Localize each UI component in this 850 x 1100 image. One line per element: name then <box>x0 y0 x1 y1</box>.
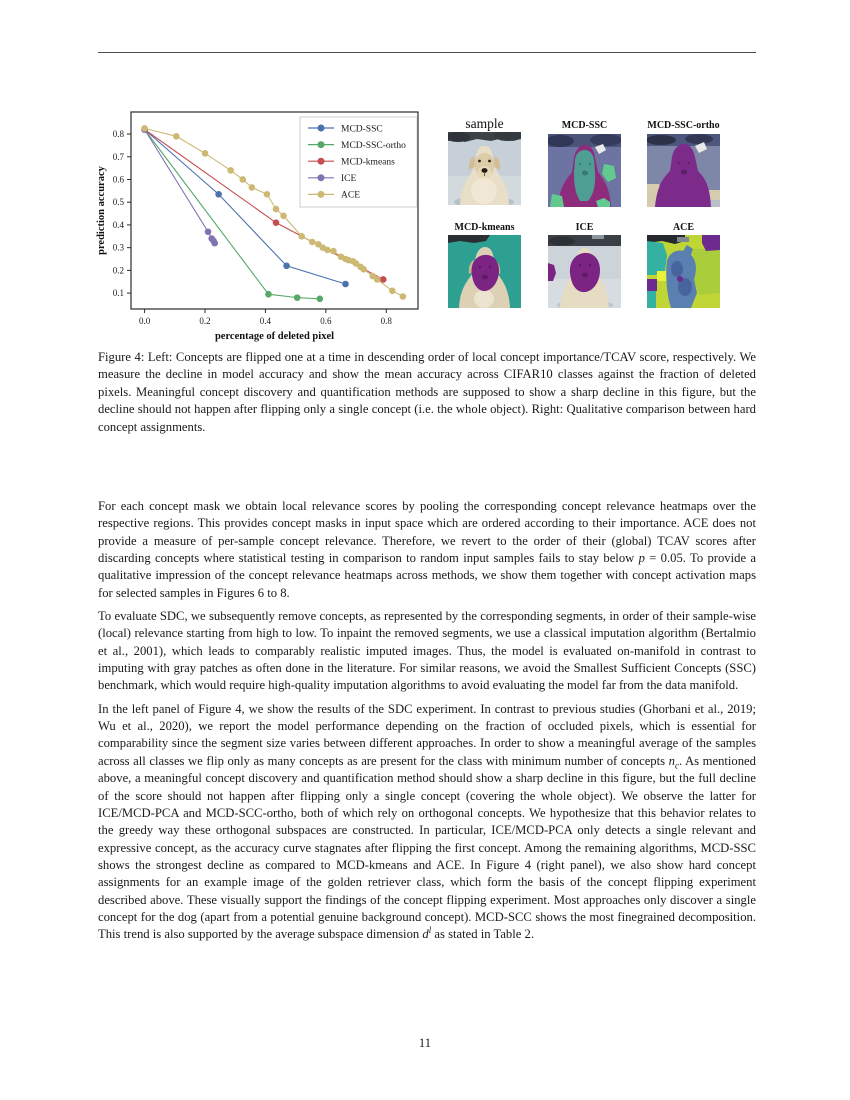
svg-text:0.4: 0.4 <box>112 219 124 230</box>
header-rule <box>98 52 756 53</box>
figure-caption: Figure 4: Left: Concepts are flipped one at a time in descending order of local concept importance/TCAV score, respectively. We measure the decline in model accuracy and show the mean accuracy across CIFAR10 classes against the fraction of deleted pixels. Meaningful concept discovery and quantification methods are supposed to show a sharp decline in this figure, but the decline should not happen after flipping only a single concept (i.e. the whole object). Right: Qualitative comparison between hard concept assignments. <box>98 350 756 434</box>
concept-panels <box>448 116 724 312</box>
panel-mcd-kmeans <box>448 222 521 308</box>
body-text <box>98 498 756 950</box>
svg-text:0.5: 0.5 <box>112 197 124 208</box>
svg-text:0.7: 0.7 <box>112 151 124 162</box>
svg-text:percentage of deleted pixel: percentage of deleted pixel <box>214 331 335 342</box>
panel-mcd-ssc-ortho <box>647 120 720 207</box>
panel-ace <box>647 222 720 308</box>
svg-text:ICE: ICE <box>341 174 357 185</box>
mcd-ssc-ortho-segmentation-image <box>647 134 720 207</box>
svg-text:0.0: 0.0 <box>138 316 151 326</box>
dog-sample-image <box>448 132 521 205</box>
paragraph-1: For each concept mask we obtain local relevance scores by pooling the corresponding concept relevance heatmaps over the respective regions. This provides concept masks in input space which are ordered according to their importance. ACE does not provide a measure of per-sample concept relevance. Therefore, we revert to the order of their (global) TCAV scores after discarding concepts where statistical testing in comparison to random input samples fails to stay below p = 0.05. To provide a qualitative impression of the concept relevance heatmaps across methods, we show them together with concept activation maps for selected samples in Figures 6 to 8. <box>98 499 756 600</box>
panel-ice <box>548 222 621 308</box>
panel-label-mcd-ssc: MCD-SSC <box>561 120 608 131</box>
paragraph-3: In the left panel of Figure 4, we show the results of the SDC experiment. In contrast to previous studies (Ghorbani et al., 2019; Wu et al., 2020), we report the model performance depending on the fraction of occluded pixels, which is essential for comparability since the segment size varies between different approaches. In order to show a meaningful average of the samples across all classes we flip only as many concepts as are present for the class with minimum number of concepts $n_c$. As mentioned above, a meaningful concept discovery and quantification method should show a sharp decline in this figure, but the full decline of the score should not happen after flipping only a single concept (covering the whole object). We observe the latter for ICE/MCD-PCA and MCD-SCC-ortho, both of which rely on orthogonal concepts. We hypothesize that this behavior relates to the greedy way these orthogonal subspaces are constructed. In particular, ICE/MCD-PCA only detects a single relevant and expressive concept, as the accuracy curve stagnates after flipping the first concept. Among the remaining algorithms, MCD-SSC shows the strongest decline as compared to MCD-kmeans and ACE. In Figure 4 (right panel), we also show hard concept assignments for an example image of the golden retriever class, which form the basis of the concept flipping experiment described above. These visually support the findings of the concept flipping experiment. Most approaches only discover a single concept for the dog (apart from a potential genuine background concept). MCD-SCC shows the most finegrained decomposition. This trend is also supported by the average subspace dimension $d^l$ as stated in Table 2. <box>98 701 756 942</box>
panel-label-ace: ACE <box>672 222 695 233</box>
svg-text:MCD-SSC-ortho: MCD-SSC-ortho <box>341 140 406 151</box>
panel-label-mcd-ssc-ortho: MCD-SSC-ortho <box>647 120 720 131</box>
svg-text:0.2: 0.2 <box>112 265 124 276</box>
svg-text:prediction accuracy: prediction accuracy <box>96 166 107 255</box>
svg-text:0.4: 0.4 <box>259 316 272 326</box>
svg-text:0.8: 0.8 <box>380 316 392 326</box>
svg-text:0.6: 0.6 <box>320 316 332 326</box>
paragraph-2: To evaluate SDC, we subsequently remove concepts, as represented by the corresponding segments, in order of their sample-wise (local) relevance starting from high to low. To inpaint the removed segments, we use a classical imputation algorithm (Bertalmio et al., 2001), which leads to comparably realistic imputed images. Thus, the model is evaluated on-manifold in contrast to imputing with gray patches as often done in the literature. For similar reasons, we avoid the Smallest Sufficient Concepts (SSC) benchmark, which would require high-quality imputation algorithms to avoid evaluating the model far from the data manifold. <box>98 609 756 693</box>
ace-segmentation-image <box>647 235 720 308</box>
svg-text:0.3: 0.3 <box>112 242 124 253</box>
panel-sample <box>448 116 521 205</box>
svg-text:0.6: 0.6 <box>112 174 124 185</box>
svg-text:MCD-SSC: MCD-SSC <box>341 124 383 135</box>
mcd-kmeans-segmentation-image <box>448 235 521 308</box>
sdc-line-chart <box>92 96 440 348</box>
svg-text:MCD-kmeans: MCD-kmeans <box>341 157 395 168</box>
svg-text:0.1: 0.1 <box>112 288 124 299</box>
svg-text:ACE: ACE <box>341 190 360 201</box>
svg-text:0.8: 0.8 <box>112 129 124 140</box>
ice-segmentation-image <box>548 235 621 308</box>
svg-text:0.2: 0.2 <box>199 316 211 326</box>
panel-label-sample: sample <box>465 116 504 131</box>
mcd-ssc-segmentation-image <box>548 134 621 207</box>
panel-label-mcd-kmeans: MCD-kmeans <box>454 222 515 233</box>
panel-label-ice: ICE <box>575 222 594 233</box>
panel-mcd-ssc <box>548 120 621 207</box>
page-number: 11 <box>418 1036 432 1050</box>
chart-canvas <box>92 96 440 348</box>
